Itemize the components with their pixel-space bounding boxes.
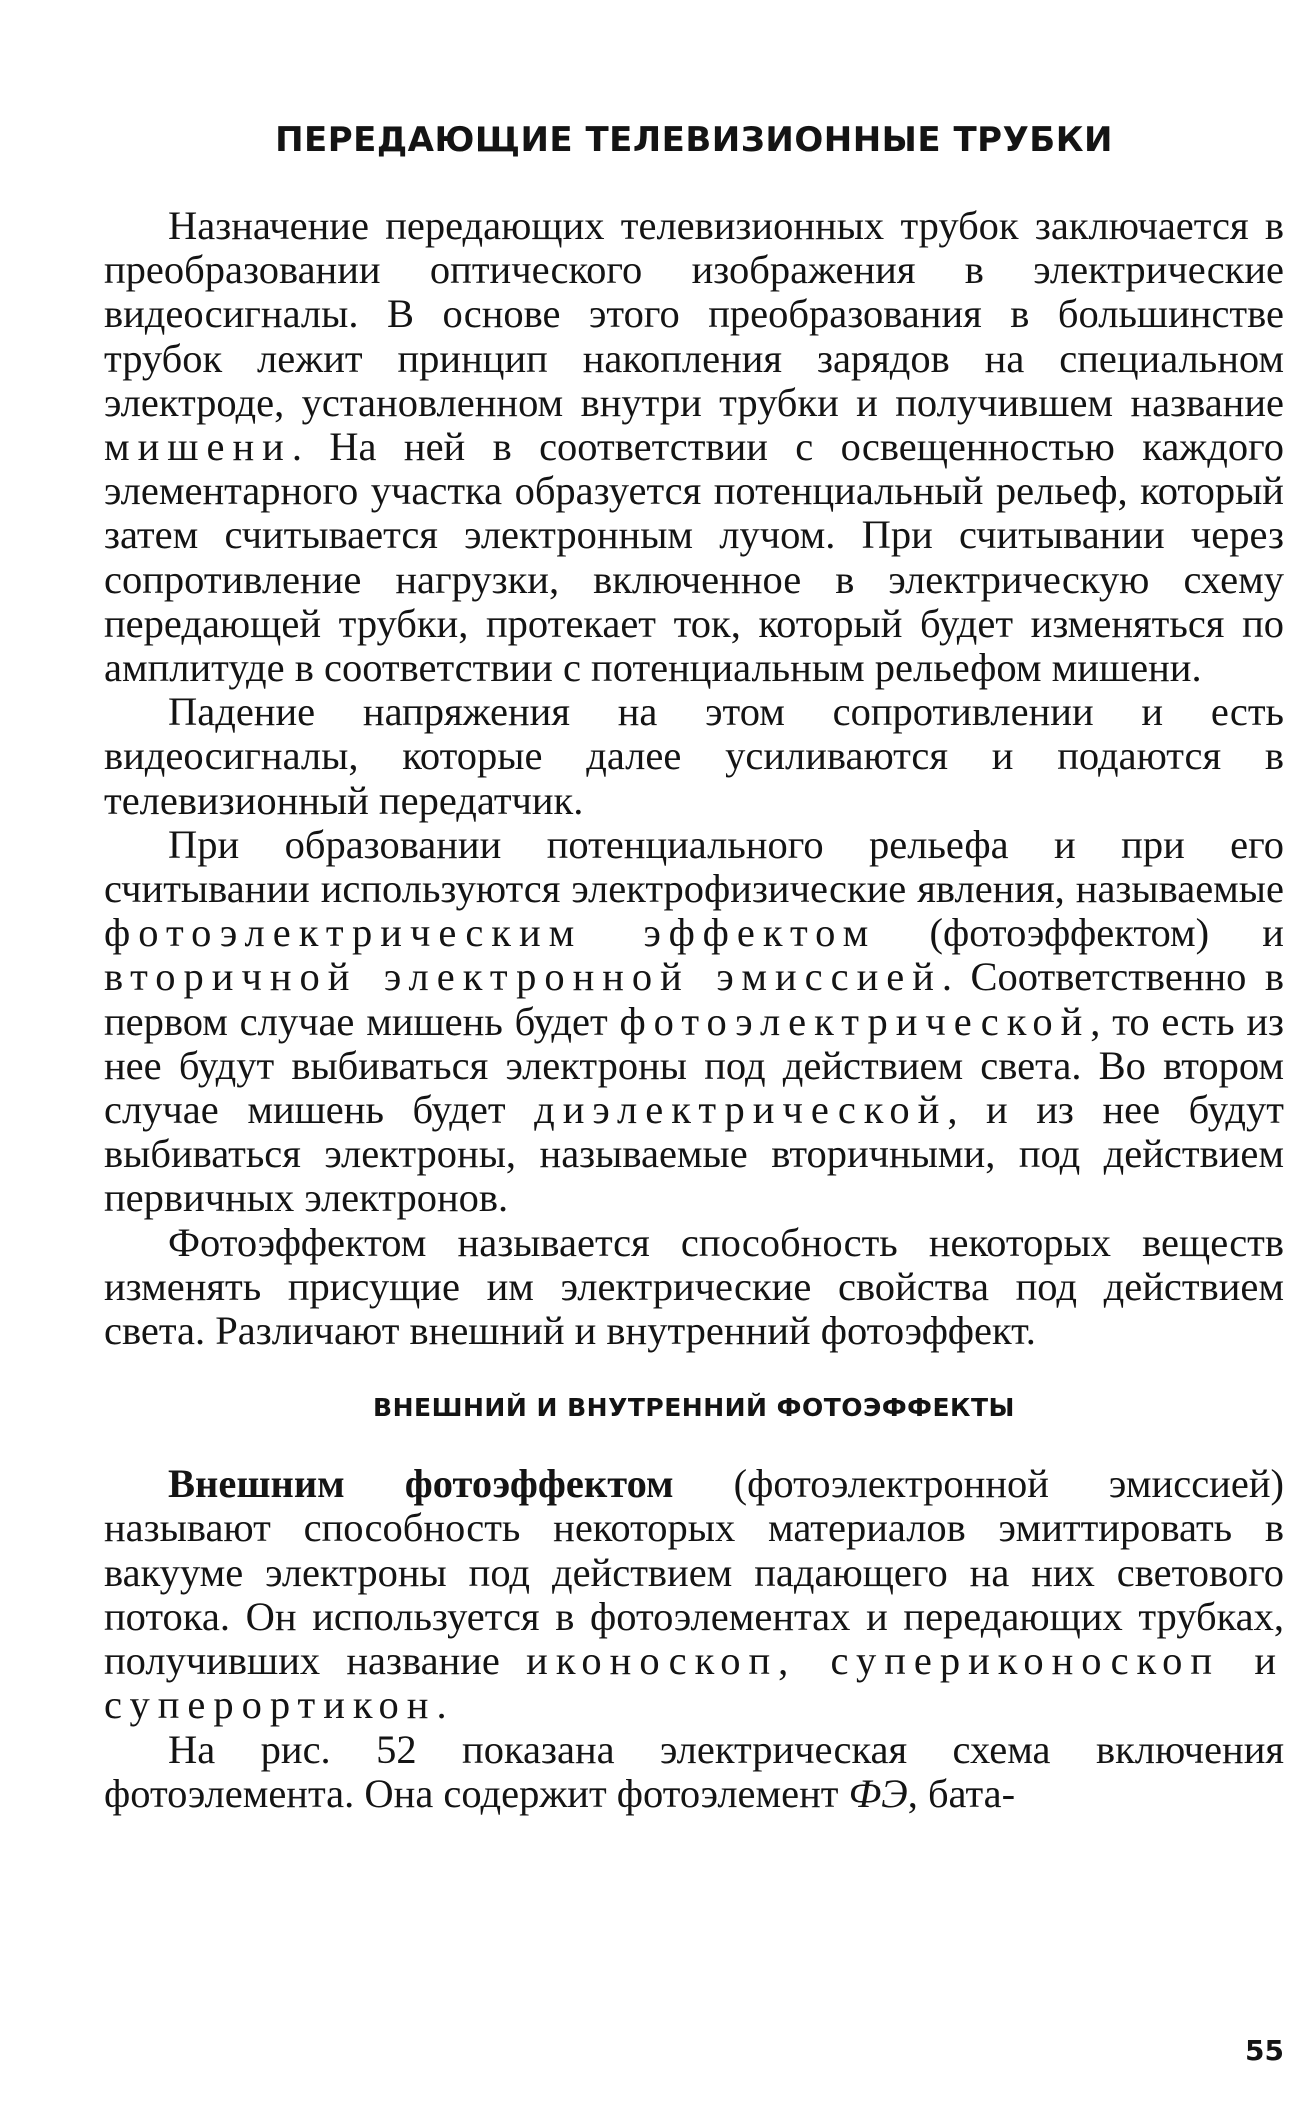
section-subtitle: ВНЕШНИЙ И ВНУТРЕННИЙ ФОТОЭФФЕКТЫ xyxy=(373,1393,1015,1423)
paragraph-6 xyxy=(104,1728,1284,1816)
paragraph-3-text-i: , и из нее будут выбиваться электроны, называемые вторичными, под действием первичных электронов. xyxy=(104,1087,1284,1221)
paragraph-4: Фотоэффектом называется способность некоторых веществ изменять присущие им электрические свойства под действием света. Различают внешний и внутренний фотоэффект. xyxy=(104,1219,1284,1354)
paragraph-2: Падение напряжения на этом сопротивлении и есть видеосигналы, которые далее усиливаются и подаются в телевизионный передатчик. xyxy=(104,689,1284,823)
paragraph-3-text-c: (фотоэффектом) и xyxy=(876,910,1284,956)
term-target: мишени xyxy=(104,424,292,470)
term-photoelectric: фотоэлектрической xyxy=(619,998,1091,1044)
paragraph-1-text-c: . На ней в соответствии с освещенностью каждого элементарного участка образуется потенциальный рельеф, который затем считывается электронным лучом. При считывании через сопротивление нагрузки, включенное в электрическую схему передающей трубки, протекает ток, который будет изменяться по амплитуде в соответствии с потенциальным рельефом мишени. xyxy=(104,424,1284,691)
paragraph-3-text-a: При образовании потенциального рельефа и при его считывании используются электрофизические явления, называемые xyxy=(104,821,1284,912)
term-secondary-emission: вторичной электронной эмиссией xyxy=(104,954,942,1000)
paragraph-5-text-b: (фотоэлектронной эмиссией) называют способность некоторых материалов эмиттировать в вакууме электроны под действием падающего на них светового потока. Он используется в фотоэлементах и передающих трубках, получивших название xyxy=(104,1461,1284,1684)
paragraph-5 xyxy=(104,1462,1284,1727)
term-external-photoeffect: Внешним фотоэффектом xyxy=(168,1461,674,1507)
paragraph-1 xyxy=(104,204,1284,690)
page-body xyxy=(104,112,1284,1816)
paragraph-3 xyxy=(104,823,1284,1221)
page-title: ПЕРЕДАЮЩИЕ ТЕЛЕВИЗИОННЫЕ ТРУБКИ xyxy=(275,120,1113,160)
paragraph-3-text-e: . Соответственно в первом случае мишень будет xyxy=(104,954,1284,1044)
term-photoelectric-effect: фотоэлектрическим эффектом xyxy=(104,910,877,956)
term-tube-names: иконоскоп, супериконоскоп и суперортикон xyxy=(104,1638,1284,1728)
term-dielectric: диэлектрической xyxy=(534,1087,948,1133)
paragraph-6-text-a: На рис. 52 показана электрическая схема включения фотоэлемента. Она содержит фотоэлемент xyxy=(104,1726,1284,1816)
symbol-fe: ФЭ xyxy=(848,1770,908,1816)
paragraph-6-text-c: , бата- xyxy=(907,1770,1016,1816)
paragraph-5-text-d: . xyxy=(436,1682,447,1728)
paragraph-3-text-g: , то есть из нее будут выбиваться электроны под действием света. Во втором случае мишень будет xyxy=(104,998,1285,1133)
page-number: 55 xyxy=(1245,2034,1284,2067)
paragraph-1-text-a: Назначение передающих телевизионных трубок заключается в преобразовании оптического изображения в электрические видеосигналы. В основе этого преобразования в большинстве трубок лежит принцип накопления зарядов на специальном электроде, установленном внутри трубки и получившем название xyxy=(104,203,1284,425)
